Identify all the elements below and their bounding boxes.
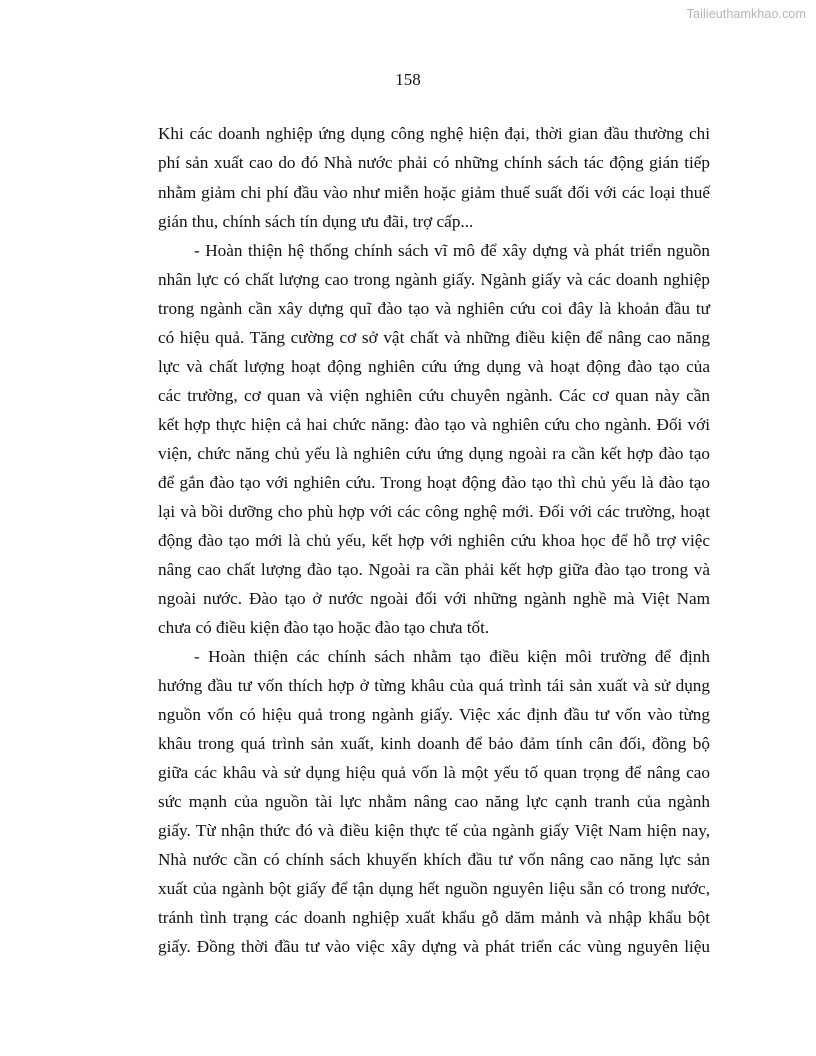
text-line: tránh tình trạng các doanh nghiệp xuất khẩu gỗ dăm mảnh và nhập khẩu bột: [158, 908, 710, 927]
text-line: có hiệu quả. Tăng cường cơ sở vật chất và những điều kiện để nâng cao năng: [158, 328, 710, 347]
text-line: - Hoàn thiện hệ thống chính sách vĩ mô để xây dựng và phát triển nguồn: [194, 241, 710, 260]
text-line: phí sản xuất cao do đó Nhà nước phải có những chính sách tác động gián tiếp: [158, 153, 710, 172]
text-line: viện, chức năng chủ yếu là nghiên cứu ứng dụng ngoài ra cần kết hợp đào tạo: [158, 444, 710, 463]
text-line: Khi các doanh nghiệp ứng dụng công nghệ hiện đại, thời gian đầu thường chi: [158, 124, 710, 143]
text-line: sức mạnh của nguồn tài lực nhằm nâng cao năng lực cạnh tranh của ngành: [158, 792, 710, 811]
text-line: giấy. Đồng thời đầu tư vào việc xây dựng và phát triển các vùng nguyên liệu: [158, 937, 710, 956]
text-line: các trường, cơ quan và viện nghiên cứu chuyên ngành. Các cơ quan này cần: [158, 386, 710, 405]
text-line: lại và bồi dưỡng cho phù hợp với các công nghệ mới. Đối với các trường, hoạt: [158, 502, 710, 521]
text-line: xuất của ngành bột giấy để tận dụng hết nguồn nguyên liệu sẵn có trong nước,: [158, 879, 710, 898]
text-line: gián thu, chính sách tín dụng ưu đãi, trợ cấp...: [158, 212, 474, 231]
watermark: Tailieuthamkhao.com: [686, 7, 806, 21]
text-line: động đào tạo mới là chủ yếu, kết hợp với nghiên cứu khoa học để hỗ trợ việc: [158, 531, 710, 550]
text-line: ngoài nước. Đào tạo ở nước ngoài đối với những ngành nghề mà Việt Nam: [158, 589, 710, 608]
text-line: - Hoàn thiện các chính sách nhằm tạo điều kiện môi trường để định: [194, 647, 710, 666]
text-line: kết hợp thực hiện cả hai chức năng: đào tạo và nghiên cứu cho ngành. Đối với: [158, 415, 710, 434]
page-number: 158: [395, 70, 421, 89]
text-line: hướng đầu tư vốn thích hợp ở từng khâu của quá trình tái sản xuất và sử dụng: [158, 676, 710, 695]
text-line: nâng cao chất lượng đào tạo. Ngoài ra cần phải kết hợp giữa đào tạo trong và: [158, 560, 710, 579]
text-line: chưa có điều kiện đào tạo hoặc đào tạo chưa tốt.: [158, 618, 490, 637]
text-line: nguồn vốn có hiệu quả trong ngành giấy. Việc xác định đầu tư vốn vào từng: [158, 705, 710, 724]
text-line: giữa các khâu và sử dụng hiệu quả vốn là một yếu tố quan trọng để nâng cao: [158, 763, 710, 782]
text-line: trong ngành cần xây dựng quĩ đào tạo và nghiên cứu coi đây là khoản đầu tư: [158, 299, 710, 318]
text-line: khâu trong quá trình sản xuất, kinh doanh để bảo đảm tính cân đối, đồng bộ: [158, 734, 710, 753]
text-line: Nhà nước cần có chính sách khuyến khích đầu tư vốn nâng cao năng lực sản: [158, 850, 710, 869]
text-line: nhân lực có chất lượng cao trong ngành giấy. Ngành giấy và các doanh nghiệp: [158, 270, 710, 289]
text-line: lực và chất lượng hoạt động nghiên cứu ứng dụng và hoạt động đào tạo của: [158, 357, 710, 376]
text-line: để gắn đào tạo với nghiên cứu. Trong hoạt động đào tạo thì chủ yếu là đào tạo: [158, 473, 710, 492]
text-line: giấy. Từ nhận thức đó và điều kiện thực tế của ngành giấy Việt Nam hiện nay,: [158, 821, 710, 840]
text-line: nhằm giảm chi phí đầu vào như miễn hoặc giảm thuế suất đối với các loại thuế: [158, 183, 710, 202]
